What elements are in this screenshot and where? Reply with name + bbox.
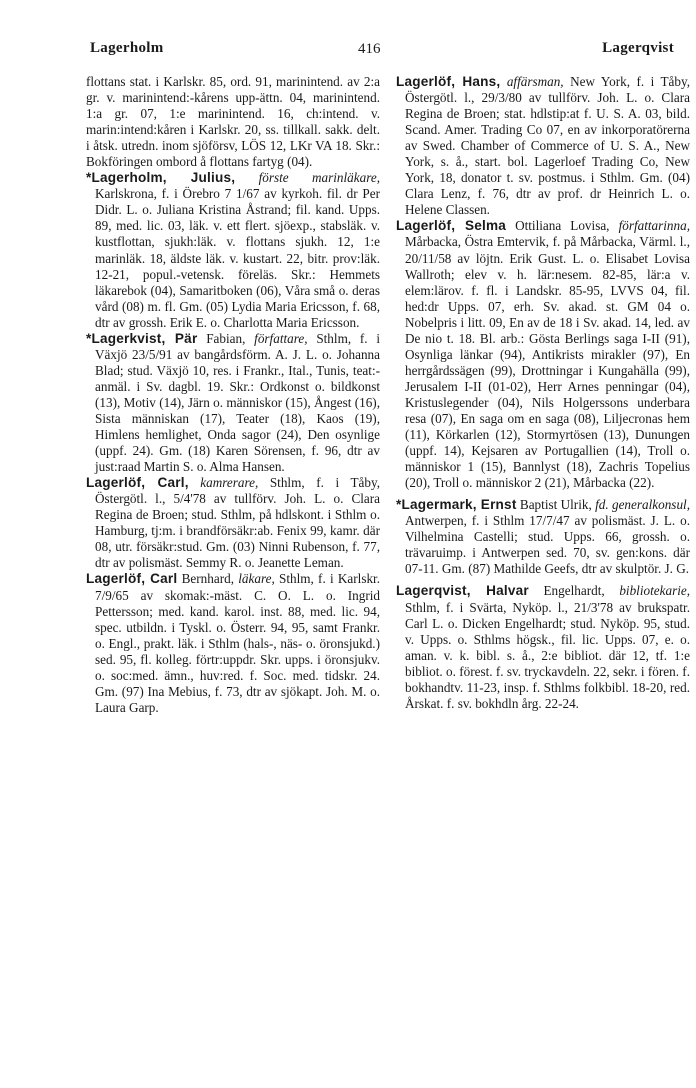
page-number: 416 [358, 41, 381, 57]
entry-profession: affärsman, [506, 74, 564, 89]
entry-profession: författarinna, [618, 218, 691, 234]
entry-name: Lagerqvist, Halvar [396, 583, 529, 599]
entry-name: Lagerlöf, Hans, [396, 74, 501, 89]
entry-given-names: Fabian, [206, 330, 246, 346]
entry-name: *Lagerholm, Julius, [86, 170, 236, 186]
entry-lagermark-ernst [396, 497, 690, 577]
entry-lagerlof-carl-bernhard [86, 571, 380, 715]
entry-lagerholm-julius [86, 170, 380, 330]
entry-lagerkvist-par [86, 331, 380, 475]
header-first-entry: Lagerholm [90, 40, 164, 56]
left-column [86, 74, 380, 716]
header-last-entry: Lagerqvist [602, 40, 674, 56]
entry-name: Lagerlöf, Carl, [86, 475, 189, 491]
entry-lagerlof-selma [396, 218, 690, 491]
entry-profession: läkare, [238, 571, 275, 587]
entry-given-names: Baptist Ulrik, [519, 497, 592, 513]
entry-lagerlof-hans [396, 74, 690, 218]
continued-entry-text: flottans stat. i Karlskr. 85, ord. 91, marinintend. av 2:a gr. v. marinintend:-kårens upp-ättn. 04, marinintend. 1:a gr. 07, 1:e marinintend. 16, ch:intend. v. marin:intend:kåren i Karlskr. 20, ss. tillkall. sakk. delt. i åtsk. utredn. inom sjöförsv, LÖS 12, LKr VA 18. Skr.: Bokföringen ombord å flottans fartyg (04). [86, 74, 380, 170]
entry-lagerlof-carl [86, 475, 380, 571]
entry-given-names: Bernhard, [181, 571, 234, 587]
entry-given-names: Engelhardt, [543, 583, 605, 599]
entry-text: Sthlm, f. i Tåby, Östergötl. l., 5/4'78 av tullförv. Joh. L. o. Clara Regina de Broen; stud. Sthlm, på hdlskont. i Sthlm o. Hamburg, tj:m. i brandförsäkr:ab. Fenix 99, kamr. där 08, utr. försäkr:stud. Gm. (03) Ninni Rubenson, f. 77, dtr av polismäst. Semmy R. o. Jeanette Leman. [95, 475, 381, 571]
page-header [90, 40, 690, 62]
entry-profession: förste marinläkare, [258, 170, 381, 186]
entry-name: *Lagerkvist, Pär [86, 330, 198, 346]
entry-text: Sthlm, f. i Växjö 23/5/91 av bangårdsförm. A. J. L. o. Johanna Blad; stud. Växjö 10, res. i Frankr., Ital., Tunis, teat:-anmäl. i Sv. dagbl. 19. Skr.: Ordkonst o. bildkonst (13), Motiv (14), Järn o. människor (15), Ångest (16), Sista människan (17), Teater (18), Kaos (19), Himlens hemlighet, Onda sagor (24), Den osynlige (uppf. 24). Gm. (18) Karen Sörensen, f. 96, dtr av just:raad Martin S. o. Alma Hansen. [95, 330, 381, 475]
entry-text: Sthlm, f. i Karlskr. 7/9/65 av skomak:-mäst. C. O. L. o. Ingrid Pettersson; med. kand. karol. inst. 88, med. lic. 94, spec. utbildn. i Tyskl. o. Österr. 94, 95, samt Frankr. o. Engl., prakt. läk. i Sthlm (hals-, näs- o. öronsjukd.) sed. 95, fl. kolleg. förtr:uppdr. Skr. upps. i öronsjukv. o. soc:med. ämn., huv:red. f. Soc. med. tidskr. 24. Gm. (97) Ina Mebius, f. 73, dtr av sjökapt. Joh. M. o. Laura Garp. [95, 571, 381, 715]
entry-name: *Lagermark, Ernst [396, 497, 517, 513]
entry-profession: författare, [254, 330, 308, 346]
entry-text: Antwerpen, f. i Sthlm 17/7/47 av polismäst. J. L. o. Vilhelmina Castelli; stud. Upps. 66, grossh. o. trävaruimp. i Antwerpen sed. 70, sv. gen:kons. där 07-11. Gm. (87) Mathilde Geefs, dtr av skulptör. J. G. [405, 513, 690, 577]
entry-given-names: Ottiliana Lovisa, [515, 218, 610, 234]
entry-text: Karlskrona, f. i Örebro 7 1/67 av kyrkoh. fil. dr Per Didr. L. o. Juliana Kristina Åstrand; fil. kand. Upps. 89, med. lic. 03, läk. v. ett flert. sjöexp., stabsläk. v. kustflottan, sjukh:läk. v. flottans sjukh. 12, 1:e marinläk. 18, äldste läk. v. kustart. 22, bitr. prov:läk. 12-21, popul.-vetensk. föreläs. Skr.: Hemmets läkarebok (04), Samaritboken (06), Våra små o. deras vård (08) m. fl. Gm. (05) Lydia Maria Ericsson, f. 68, dtr av grossh. Erik E. o. Charlotta Maria Ericsson. [95, 186, 380, 330]
entry-name: Lagerlöf, Carl [86, 571, 178, 587]
entry-text: New York, f. i Tåby, Östergötl. l., 29/3/80 av tullförv. Joh. L. o. Clara Regina de Broen; stat. hdlstip:at f. U. S. A. 03, bild. Scand. Amer. Trading Co 07, en av inkorporatörerna av Swed. Chamber of Commerce of U. S. A., New York, s. å., start. bol. Lagerloef Trading Co, New York, 18, donator t. sv. postmus. i Sthlm. Gm. (04) Clara Lenz, f. 76, dtr av prof. dr Heinrich L. o. Helene Classen. [405, 74, 691, 218]
entry-profession: fd. generalkonsul, [595, 497, 690, 513]
entry-lagerqvist-halvar [396, 583, 690, 711]
entry-text: Sthlm, f. i Svärta, Nyköp. l., 21/3'78 av brukspatr. Carl L. o. Dicken Engelhardt; stud. Nyköp. 95, stud. v. Upps. o. Sthlms högsk., fil. lic. Upps. 07, e. o. aman. v. k. bibl. s. å., 2:e bibliot. där 12, tf. 1:e bibliot. o. förest. f. sv. tryckavdeln. 22, sekr. i fören. f. bokhandtv. 11-23, insp. f. Sthlms folkbibl. 18-20, red. Årskat. f. sv. bokhdln årg. 22-24. [405, 599, 690, 711]
entry-profession: kamrerare, [200, 475, 259, 491]
right-column [396, 74, 690, 712]
entry-profession: bibliotekarie, [619, 583, 691, 599]
entry-name: Lagerlöf, Selma [396, 218, 506, 234]
entry-text: Mårbacka, Östra Emtervik, f. på Mårbacka, Värml. l., 20/11/58 av löjtn. Erik Gust. L. o. Elisabet Lovisa Wallroth; elev v. h. lär:nesem. 82-85, lär:a v. elem:lärov. f. fl. i Landskr. 85-95, LVVS 04, fil. hed:dr Upps. 07, erh. Sv. akad. st. GM 04 o. Nobelpris i litt. 09, En av de 18 i Sv. akad. 14, led. av De nio t. 18. Bl. arb.: Gösta Berlings saga I-II (91), Osynliga länkar (94), Antikrists mirakler (97), En herrgårdssägen (99), Drottningar i Kungahälla (99), Jerusalem I-II (01-02), Herr Arnes penningar (04), Kristuslegender (04), Nils Holgerssons underbara resa (07), En saga om en saga (08), Liljecronas hem (11), Körkarlen (12), Stormyrtösen (13), Dunungen (uppf. 14), Kejsaren av Portugallien (14), Troll o. människor 1 (15), Bannlyst (18), Zachris Topelius (20), Troll o. människor 2 (21), Mårbacka (22). [405, 234, 690, 491]
